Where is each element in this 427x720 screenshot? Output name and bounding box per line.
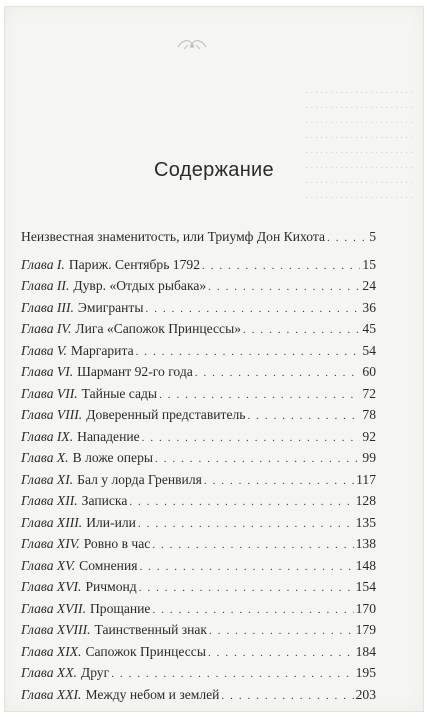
chapter-page: 128: [355, 493, 376, 508]
chapter-label: Глава XX.: [21, 665, 77, 680]
chapter-label: Глава VIII.: [21, 407, 83, 422]
dot-leader: [243, 324, 360, 336]
toc-entry[interactable]: [21, 343, 376, 365]
dot-leader: [139, 582, 354, 594]
dot-leader: [111, 668, 353, 680]
chapter-title: Шармант 92-го года: [77, 364, 193, 379]
chapter-title: Таинственный знак: [94, 622, 208, 637]
chapter-title: Эмигранты: [77, 299, 144, 315]
chapter-label: Глава XI.: [21, 471, 74, 487]
chapter-title: Сапожок Принцессы: [85, 643, 206, 659]
chapter-page: 54: [362, 342, 376, 358]
dot-leader: [139, 561, 353, 573]
toc-entry[interactable]: [21, 300, 376, 322]
toc-entry[interactable]: [21, 278, 376, 300]
chapter-title: Лига «Сапожок Принцессы»: [75, 321, 242, 336]
toc-entry[interactable]: [21, 687, 376, 709]
dot-leader: [136, 346, 361, 358]
toc-entry[interactable]: [21, 386, 376, 408]
chapter-title: Дувр. «Отдых рыбака»: [73, 278, 207, 293]
chapter-page: 92: [362, 428, 376, 444]
toc-entry[interactable]: [21, 644, 376, 666]
toc-entry[interactable]: [21, 579, 376, 601]
chapter-page: 24: [362, 278, 376, 293]
chapter-label: Глава XVIII.: [21, 622, 91, 637]
toc-entry[interactable]: [21, 472, 376, 494]
toc-entry[interactable]: [21, 665, 376, 687]
toc-entry[interactable]: [21, 558, 376, 580]
chapter-page: 154: [355, 579, 376, 594]
book-page: [4, 6, 424, 712]
chapter-label: Глава XV.: [21, 557, 76, 573]
dot-leader: [327, 232, 367, 244]
show-through-text: . . . . . . . . . . . . . . . . . . . . . . . . . . . . . . . . . . . . . . . . . . . . . . . . . . . . . . . . . . . . . . . . . . . . . . . . . . . . . . . . . . . . . . . . . . . . . . . . . . . . . . . . . . . . . . . . . . . . . . . . . . . . . . . . . . . . . . . . . . . . . . . . . . . . . . . . . . . . . . . . . . . . . . . . . . . . . . . .: [305, 85, 413, 201]
dot-leader: [247, 410, 360, 422]
chapter-page: 78: [362, 407, 376, 422]
chapter-label: Глава III.: [21, 299, 74, 315]
chapter-title: Бал у лорда Гренвиля: [77, 471, 202, 487]
chapter-page: 36: [362, 299, 376, 315]
toc-entry[interactable]: [21, 429, 376, 451]
chapter-label: Глава V.: [21, 342, 67, 358]
dot-leader: [209, 625, 354, 637]
chapter-label: Глава XVI.: [21, 579, 82, 594]
chapter-label: Глава X.: [21, 450, 69, 465]
chapter-label: Глава XII.: [21, 493, 78, 508]
dot-leader: [146, 303, 361, 315]
chapter-page: 184: [355, 643, 376, 659]
toc-entry[interactable]: [21, 257, 376, 279]
chapter-label: Глава VI.: [21, 364, 74, 379]
chapter-label: Глава XXI.: [21, 686, 82, 702]
chapter-title: Доверенный представитель: [86, 407, 246, 422]
toc-entry[interactable]: [21, 536, 376, 558]
chapter-page: 72: [362, 385, 376, 401]
chapter-page: 60: [362, 364, 376, 379]
chapter-label: Глава XIV.: [21, 536, 80, 551]
dot-leader: [204, 475, 354, 487]
toc-entry[interactable]: [21, 601, 376, 623]
toc-entry[interactable]: [21, 321, 376, 343]
chapter-title: Между небом и землей: [85, 686, 220, 702]
dot-leader: [195, 367, 361, 379]
dot-leader: [152, 539, 353, 551]
chapter-label: Глава XIII.: [21, 514, 83, 530]
chapter-page: 148: [355, 557, 376, 573]
toc-entry[interactable]: [21, 407, 376, 429]
dot-leader: [159, 389, 360, 401]
chapter-page: 195: [355, 665, 376, 680]
chapter-label: Глава IV.: [21, 321, 72, 336]
chapter-page: 15: [362, 256, 376, 272]
chapter-title: Ровно в час: [83, 536, 151, 551]
dot-leader: [155, 453, 360, 465]
chapter-title: Маргарита: [70, 342, 134, 358]
chapter-label: Глава XIX.: [21, 643, 82, 659]
chapter-page: 117: [356, 471, 376, 487]
toc-entry-title: Неизвестная знаменитость, или Триумф Дон Кихота: [21, 229, 326, 244]
chapter-title: Записка: [81, 493, 128, 508]
toc-entry[interactable]: [21, 364, 376, 386]
dot-leader: [129, 496, 353, 508]
dot-leader: [208, 647, 354, 659]
chapter-title: Или-или: [86, 514, 136, 530]
chapter-list: [21, 257, 376, 709]
chapter-title: В ложе оперы: [72, 450, 153, 465]
chapter-title: Друг: [80, 665, 110, 680]
chapter-title: Прощание: [89, 600, 151, 616]
toc-entry-intro[interactable]: [21, 229, 376, 251]
chapter-label: Глава I.: [21, 256, 65, 272]
chapter-title: Париж. Сентябрь 1792: [68, 256, 200, 272]
toc-entry[interactable]: [21, 493, 376, 515]
chapter-title: Ричмонд: [85, 579, 137, 594]
chapter-page: 170: [355, 600, 376, 616]
chapter-label: Глава VII.: [21, 385, 78, 401]
chapter-page: 179: [355, 622, 376, 637]
chapter-page: 135: [355, 514, 376, 530]
chapter-page: 203: [355, 686, 376, 702]
chapter-label: Глава II.: [21, 278, 70, 293]
chapter-title: Сомнения: [79, 557, 138, 573]
ornament-icon: [175, 35, 209, 53]
toc-entry[interactable]: [21, 450, 376, 472]
dot-leader: [142, 432, 361, 444]
toc-entry[interactable]: [21, 622, 376, 644]
toc-entry-page: 5: [369, 229, 376, 244]
chapter-page: 99: [362, 450, 376, 465]
chapter-label: Глава XVII.: [21, 600, 86, 616]
chapter-label: Глава IX.: [21, 428, 74, 444]
table-of-contents: [21, 229, 376, 708]
dot-leader: [138, 518, 354, 530]
dot-leader: [202, 260, 360, 272]
toc-entry[interactable]: [21, 515, 376, 537]
chapter-title: Тайные сады: [81, 385, 158, 401]
dot-leader: [208, 281, 360, 293]
chapter-page: 138: [355, 536, 376, 551]
chapter-page: 45: [362, 321, 376, 336]
page-title: Содержание: [154, 159, 274, 181]
chapter-title: Нападение: [77, 428, 140, 444]
dot-leader: [152, 604, 353, 616]
dot-leader: [221, 690, 353, 702]
